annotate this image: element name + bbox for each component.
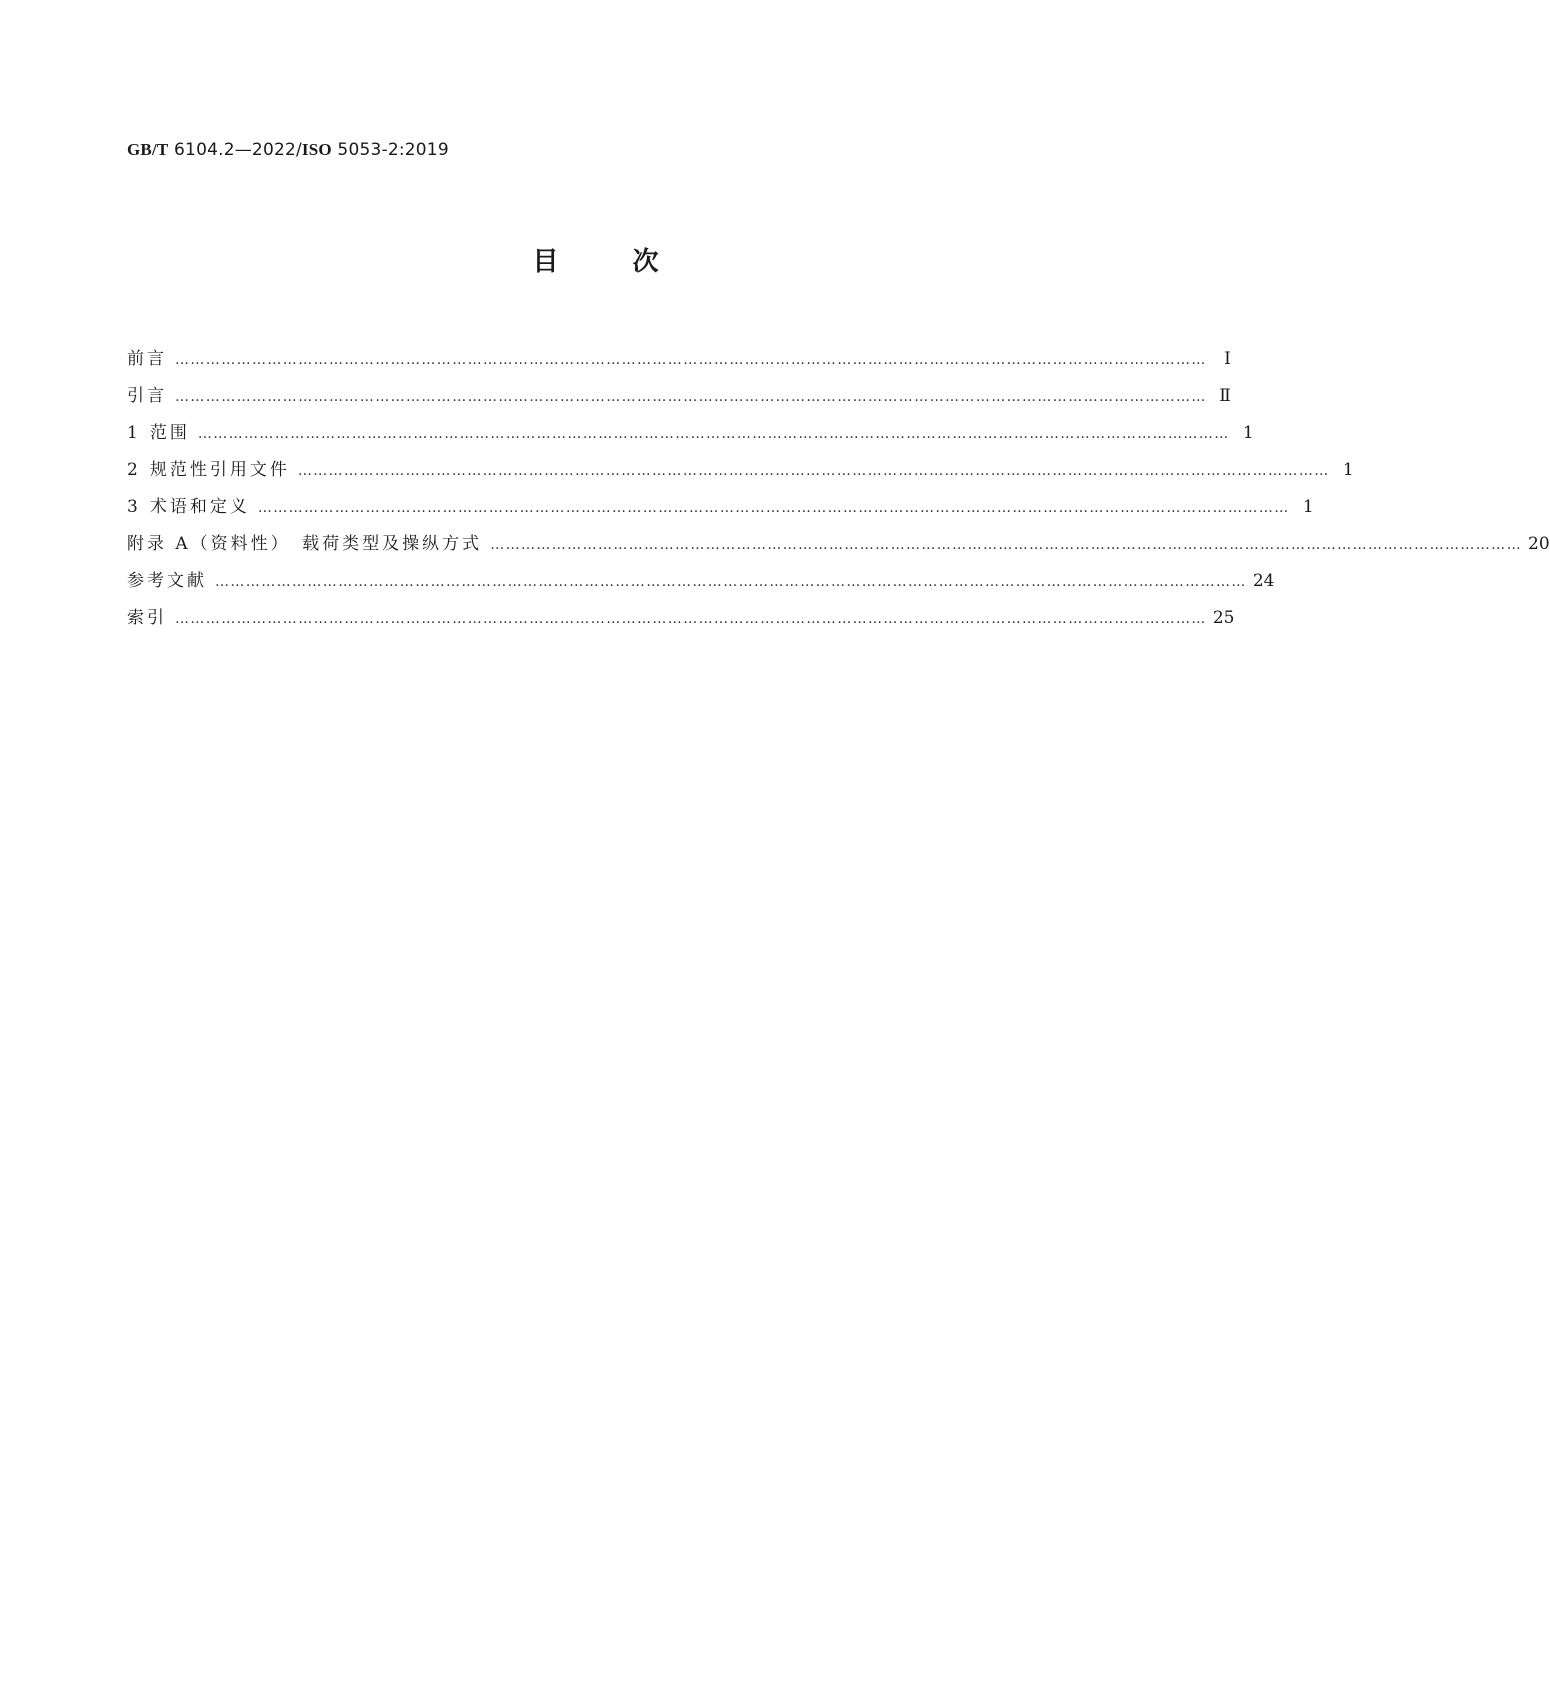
dot-leader: ………………………………………………………………………………………………………………………………………………………………………………… [490,537,1522,553]
document-code [127,140,449,160]
dot-leader: ………………………………………………………………………………………………………………………………………………………………………………… [197,426,1230,442]
toc-entry-page: Ⅰ [1224,349,1231,369]
toc-entry-number: 1 [127,423,138,443]
title-char-right: 次 [632,247,659,277]
toc-entry[interactable] [127,526,1550,563]
toc-entry-label: 范围 [149,423,190,443]
toc-entry-page: 20 [1528,534,1550,554]
toc-entry[interactable] [127,415,1254,452]
dot-leader: ………………………………………………………………………………………………………………………………………………………………………………… [297,463,1330,479]
toc-entry-page: 25 [1212,608,1235,628]
page-title [0,245,1191,279]
dot-leader: ………………………………………………………………………………………………………………………………………………………………………………… [175,611,1207,627]
toc-entry-page: 24 [1252,571,1275,591]
toc-entry-label: 引言 [127,386,167,406]
toc-entry[interactable] [127,452,1354,489]
toc-entry-label: 前言 [127,349,167,369]
toc-entry[interactable] [127,563,1275,600]
toc-entry-label: 附录 A（资料性） 载荷类型及操纵方式 [127,534,483,554]
toc-entry-label: 规范性引用文件 [149,460,290,480]
dot-leader: ………………………………………………………………………………………………………………………………………………………………………………… [257,500,1290,516]
toc-entry-page: Ⅱ [1219,386,1231,406]
toc-entry-label: 索引 [127,608,167,628]
toc-entry[interactable] [127,600,1235,637]
toc-entry-label: 参考文献 [127,571,207,591]
toc-entry-number: 3 [127,497,138,517]
dot-leader: ………………………………………………………………………………………………………………………………………………………………………………… [215,574,1247,590]
standard-prefix: GB/T [127,140,169,159]
iso-prefix: ISO [301,140,332,159]
toc-entry[interactable] [127,378,1231,415]
toc-entry-page: 1 [1242,423,1254,443]
dot-leader: ………………………………………………………………………………………………………………………………………………………………………………… [175,389,1207,405]
toc-entry-label: 术语和定义 [149,497,250,517]
toc-entry-number: 2 [127,460,138,480]
toc-entry-page: 1 [1302,497,1314,517]
standard-number: 6104.2—2022/ [168,140,302,160]
iso-number: 5053-2:2019 [331,140,449,160]
title-char-left: 目 [532,247,559,277]
toc-entry[interactable] [127,341,1231,378]
dot-leader: ………………………………………………………………………………………………………………………………………………………………………………… [175,352,1207,368]
toc-entry-page: 1 [1342,460,1354,480]
toc-entry[interactable] [127,489,1314,526]
table-of-contents [127,341,1550,637]
